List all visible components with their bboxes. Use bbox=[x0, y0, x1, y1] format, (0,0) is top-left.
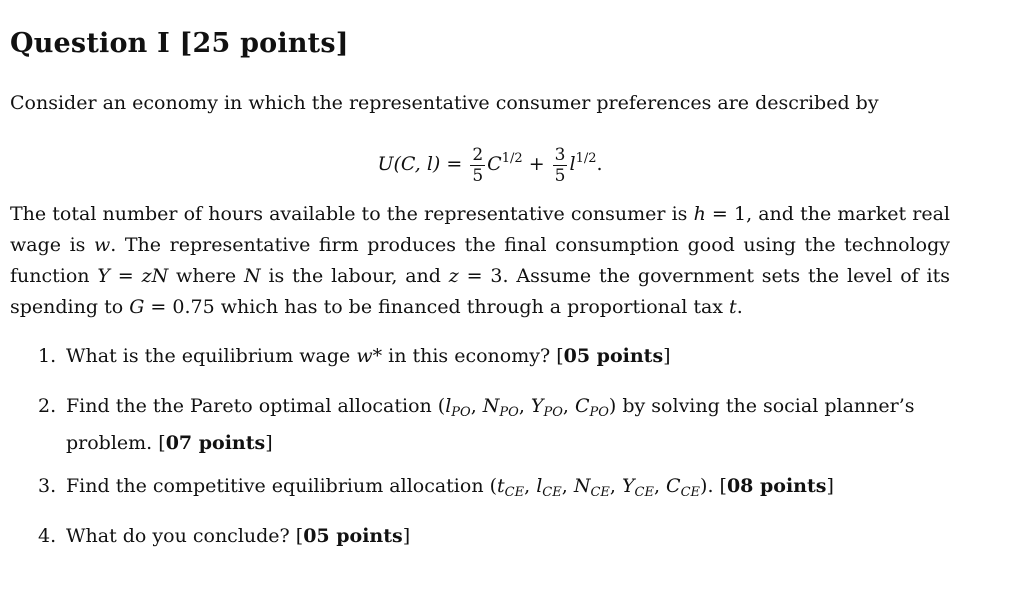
points-label: 05 points bbox=[563, 345, 664, 367]
exponent-c: 1/2 bbox=[501, 151, 523, 166]
question-text: What do you conclude? [05 points] bbox=[66, 525, 411, 547]
question-number: 3. bbox=[38, 475, 57, 497]
setup-paragraph: The total number of hours available to the representative consumer is h = 1, and the market real wage is w. The representative firm produces the final consumption good using the technology function Y = zN where N is the labour, and z = 3. Assume the government sets the level of its spending to G = 0.75 which has to be financed through a proportional tax t. bbox=[10, 203, 951, 318]
leisure-var: l bbox=[569, 153, 576, 175]
question-heading: Question I [25 points] bbox=[10, 28, 349, 59]
question-item-2 bbox=[38, 391, 958, 459]
exponent-l: 1/2 bbox=[575, 151, 597, 166]
question-text: What is the equilibrium wage w* in this economy? [05 points] bbox=[66, 345, 671, 367]
intro-paragraph: Consider an economy in which the representative consumer preferences are described by bbox=[10, 92, 879, 114]
fraction-three-fifths: $\frac{3}{5}$ bbox=[554, 144, 566, 186]
question-text: Find the competitive equilibrium allocation ($t_{CE}$, $l_{CE}$, $N_{CE}$, $Y_{CE}$, $C_{CE}$). [08 points] bbox=[66, 475, 834, 500]
question-item-1 bbox=[38, 341, 958, 372]
points-label: 07 points bbox=[165, 432, 266, 454]
consumption-var: C bbox=[487, 153, 502, 175]
fraction-two-fifths: $\frac{2}{5}$ bbox=[472, 144, 484, 186]
question-number: 4. bbox=[38, 525, 57, 547]
question-item-4 bbox=[38, 521, 958, 552]
question-text: Find the the Pareto optimal allocation ($l_{PO}$, $N_{PO}$, $Y_{PO}$, $C_{PO}$) by solving the social planner’s problem. [07 points] bbox=[66, 395, 915, 454]
equation-period: . bbox=[596, 153, 603, 175]
points-label: 08 points bbox=[726, 475, 827, 497]
question-item-3 bbox=[38, 471, 958, 508]
points-label: 05 points bbox=[303, 525, 403, 547]
question-number: 2. bbox=[38, 395, 57, 417]
question-number: 1. bbox=[38, 345, 57, 367]
plus-sign: + bbox=[528, 153, 545, 175]
equation-lhs: U(C, l) = bbox=[377, 153, 463, 175]
utility-equation bbox=[0, 134, 980, 189]
